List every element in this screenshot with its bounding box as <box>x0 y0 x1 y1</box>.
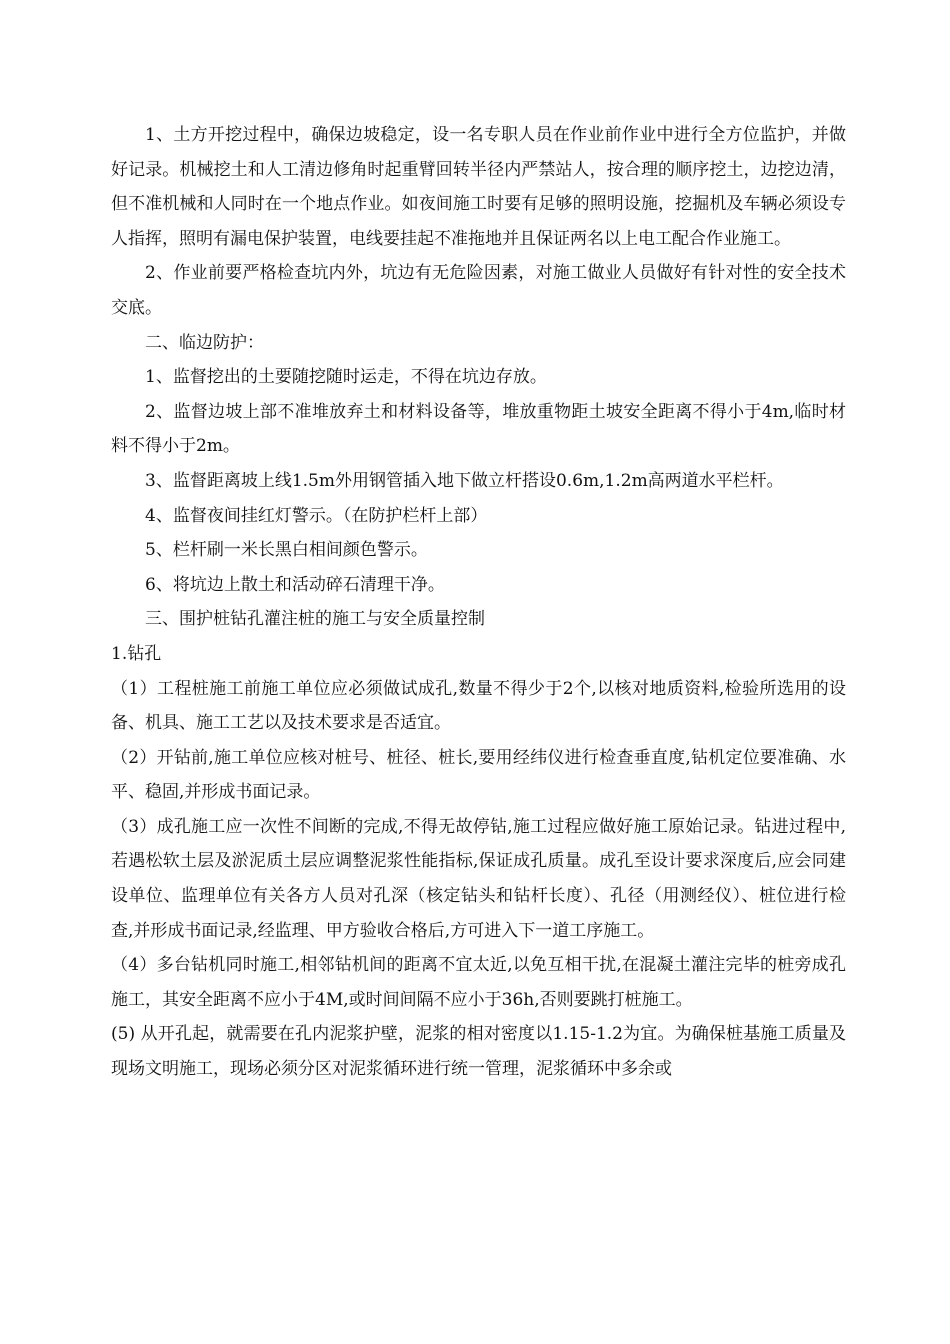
document-body <box>111 118 846 1087</box>
paragraph-edge-item-1: 1、监督挖出的土要随挖随时运走，不得在坑边存放。 <box>145 367 547 388</box>
paragraph-pre-work-inspection: 2、作业前要严格检查坑内外，坑边有无危险因素，对施工做业人员做好有针对性的安全技术交底。 <box>111 263 846 318</box>
paragraph-drilling-1: （1）工程桩施工前施工单位应必须做试成孔,数量不得少于2个,以核对地质资料,检验所选用的设备、机具、施工工艺以及技术要求是否适宜。 <box>111 678 846 734</box>
paragraph-drilling-4: （4）多台钻机同时施工,相邻钻机间的距离不宜太近,以免互相干扰,在混凝土灌注完毕的桩旁成孔施工，其安全距离不应小于4M,或时间间隔不应小于36h,否则要跳打桩施工。 <box>111 955 846 1010</box>
paragraph-edge-item-2: 2、监督边坡上部不准堆放弃土和材料设备等，堆放重物距土坡安全距离不得小于4m,临时材料不得小于2m。 <box>111 401 846 457</box>
section-heading-edge-protection: 二、临边防护： <box>145 332 264 353</box>
section-heading-bored-piles: 三、围护桩钻孔灌注桩的施工与安全质量控制 <box>145 609 485 630</box>
paragraph-drilling-3: （3）成孔施工应一次性不间断的完成,不得无故停钻,施工过程应做好施工原始记录。钻进过程中,若遇松软土层及淤泥质土层应调整泥浆性能指标,保证成孔质量。成孔至设计要求深度后,应会同建设单位、监理单位有关各方人员对孔深（核定钻头和钻杆长度）、孔径（用测经仪）、桩位进行检查,并形成书面记录,经监理、甲方验收合格后,方可进入下一道工序施工。 <box>111 816 846 941</box>
subheading-drilling: 1.钻孔 <box>111 643 162 664</box>
paragraph-edge-item-6: 6、将坑边上散土和活动碎石清理干净。 <box>145 574 445 595</box>
paragraph-drilling-2: （2）开钻前,施工单位应核对桩号、桩径、桩长,要用经纬仪进行检查垂直度,钻机定位要准确、水平、稳固,并形成书面记录。 <box>111 747 846 803</box>
paragraph-edge-item-3: 3、监督距离坡上线1.5m外用钢管插入地下做立杆搭设0.6m,1.2m高两道水平栏杆。 <box>145 470 784 491</box>
paragraph-edge-item-5: 5、栏杆刷一米长黑白相间颜色警示。 <box>145 540 428 561</box>
paragraph-drilling-5: (5) 从开孔起，就需要在孔内泥浆护壁，泥浆的相对密度以1.15-1.2为宜。为确保桩基施工质量及现场文明施工，现场必须分区对泥浆循环进行统一管理，泥浆循环中多余或 <box>111 1024 846 1080</box>
paragraph-edge-item-4: 4、监督夜间挂红灯警示。（在防护栏杆上部） <box>145 505 488 526</box>
paragraph-excavation-safety: 1、土方开挖过程中，确保边坡稳定，设一名专职人员在作业前作业中进行全方位监护，并做好记录。机械挖土和人工清边修角时起重臂回转半径内严禁站人，按合理的顺序挖土，边挖边清，但不准机械和人同时在一个地点作业。如夜间施工时要有足够的照明设施，挖掘机及车辆必须设专人指挥，照明有漏电保护装置，电线要挂起不准拖地并且保证两名以上电工配合作业施工。 <box>111 125 846 249</box>
